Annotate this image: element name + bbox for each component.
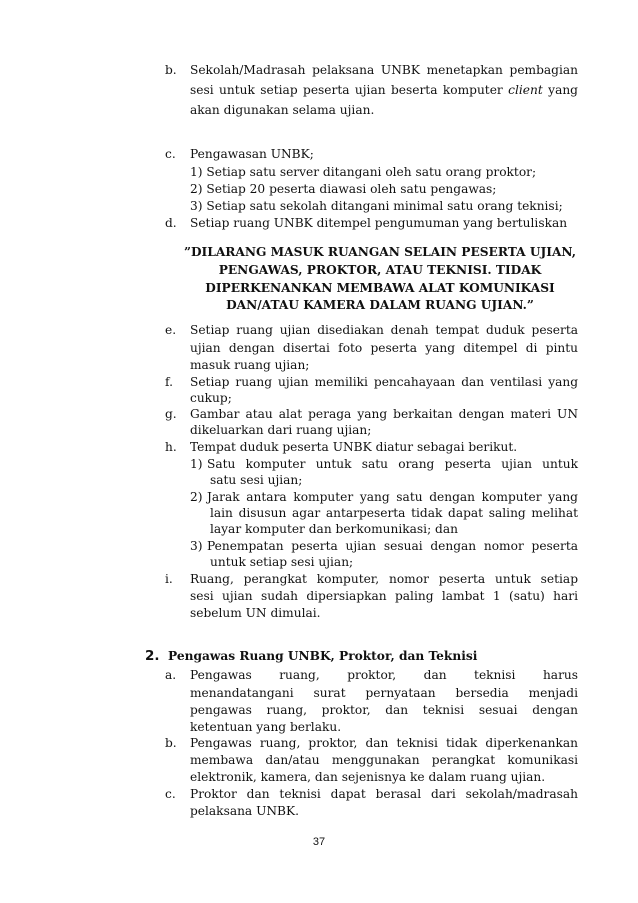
item-label-i: i. (165, 572, 173, 586)
notice-line-3: DIPERKENANKAN MEMBAWA ALAT KOMUNIKASI (205, 281, 555, 295)
item-label-c: c. (165, 147, 176, 161)
item-b-line-3: akan digunakan selama ujian. (190, 103, 375, 117)
item-d-text: Setiap ruang UNBK ditempel pengumuman yang bertuliskan (190, 216, 568, 230)
item-label-g: g. (165, 407, 177, 421)
notice-line-2: PENGAWAS, PROKTOR, ATAU TEKNISI. TIDAK (218, 263, 542, 277)
item-h-sub-2-num: 2) (190, 490, 203, 504)
item-label-f: f. (165, 375, 173, 389)
item-label-h: h. (165, 440, 177, 454)
item-h-sub-2-line-2: lain disusun agar antarpeserta tidak dapat saling melihat (210, 506, 578, 520)
item-h-sub-2-line-3: layar komputer dan berkomunikasi; dan (210, 522, 458, 536)
item-label-d: d. (165, 216, 177, 230)
item-c-sub-3: 3) Setiap satu sekolah ditangani minimal satu orang teknisi; (190, 199, 563, 213)
s2-item-b-line-2: membawa dan/atau menggunakan perangkat komunikasi (190, 753, 578, 767)
item-f-line-1: Setiap ruang ujian memiliki pencahayaan dan ventilasi yang (190, 375, 578, 389)
client-word: client (508, 83, 543, 97)
item-g-line-1: Gambar atau alat peraga yang berkaitan dengan materi UN (190, 407, 578, 421)
s2-item-c-line-1: Proktor dan teknisi dapat berasal dari sekolah/madrasah (190, 787, 578, 801)
s2-item-b-line-3: elektronik, kamera, dan sejenisnya ke dalam ruang ujian. (190, 770, 546, 784)
item-label-e: e. (165, 323, 177, 337)
item-b-line-2: sesi untuk setiap peserta ujian beserta komputer client yang (190, 83, 578, 97)
section-number: 2. (145, 648, 160, 664)
s2-item-c-line-2: pelaksana UNBK. (190, 804, 299, 818)
item-h-sub-1-num: 1) (190, 457, 203, 471)
item-h-sub-3-num: 3) (190, 539, 203, 553)
item-c-text: Pengawasan UNBK; (190, 147, 314, 161)
s2-item-label-b: b. (165, 736, 177, 750)
item-i-line-3: sebelum UN dimulai. (190, 606, 321, 620)
s2-item-a-line-3: pengawas ruang, proktor, dan teknisi sesuai dengan (190, 703, 578, 717)
notice-line-4: DAN/ATAU KAMERA DALAM RUANG UJIAN.” (226, 298, 534, 312)
s2-item-a-line-4: ketentuan yang berlaku. (190, 720, 342, 734)
item-h-sub-3-line-1: Penempatan peserta ujian sesuai dengan nomor peserta (207, 539, 578, 553)
item-c-sub-1: 1) Setiap satu server ditangani oleh satu orang proktor; (190, 165, 537, 179)
item-h-sub-3-line-2: untuk setiap sesi ujian; (210, 555, 354, 569)
s2-item-label-c: c. (165, 787, 176, 801)
item-h-sub-1-line-1: Satu komputer untuk satu orang peserta ujian untuk (207, 457, 578, 471)
item-e-line-3: masuk ruang ujian; (190, 358, 310, 372)
item-h-sub-1-line-2: satu sesi ujian; (210, 473, 303, 487)
item-e-line-2: ujian dengan disertai foto peserta yang ditempel di pintu (190, 341, 578, 355)
item-e-line-1: Setiap ruang ujian disediakan denah tempat duduk peserta (190, 323, 578, 337)
item-g-line-2: dikeluarkan dari ruang ujian; (190, 423, 372, 437)
s2-item-a-line-2: menandatangani surat pernyataan bersedia menjadi (190, 686, 578, 700)
item-h-text: Tempat duduk peserta UNBK diatur sebagai berikut. (190, 440, 518, 454)
item-label-b: b. (165, 63, 177, 77)
notice-line-1: ”DILARANG MASUK RUANGAN SELAIN PESERTA UJIAN, (183, 245, 577, 259)
page-number: 37 (312, 836, 326, 848)
section-title: Pengawas Ruang UNBK, Proktor, dan Teknisi (168, 649, 478, 663)
item-i-line-1: Ruang, perangkat komputer, nomor peserta untuk setiap (190, 572, 578, 586)
s2-item-a-line-1: Pengawas ruang, proktor, dan teknisi harus (190, 668, 578, 682)
s2-item-label-a: a. (165, 668, 177, 682)
item-b-line-1: Sekolah/Madrasah pelaksana UNBK menetapkan pembagian (190, 63, 578, 77)
item-c-sub-2: 2) Setiap 20 peserta diawasi oleh satu pengawas; (190, 182, 497, 196)
item-f-line-2: cukup; (190, 391, 232, 405)
item-i-line-2: sesi ujian sudah dipersiapkan paling lambat 1 (satu) hari (190, 589, 578, 603)
item-h-sub-2-line-1: Jarak antara komputer yang satu dengan komputer yang (207, 490, 578, 504)
s2-item-b-line-1: Pengawas ruang, proktor, dan teknisi tidak diperkenankan (190, 736, 578, 750)
